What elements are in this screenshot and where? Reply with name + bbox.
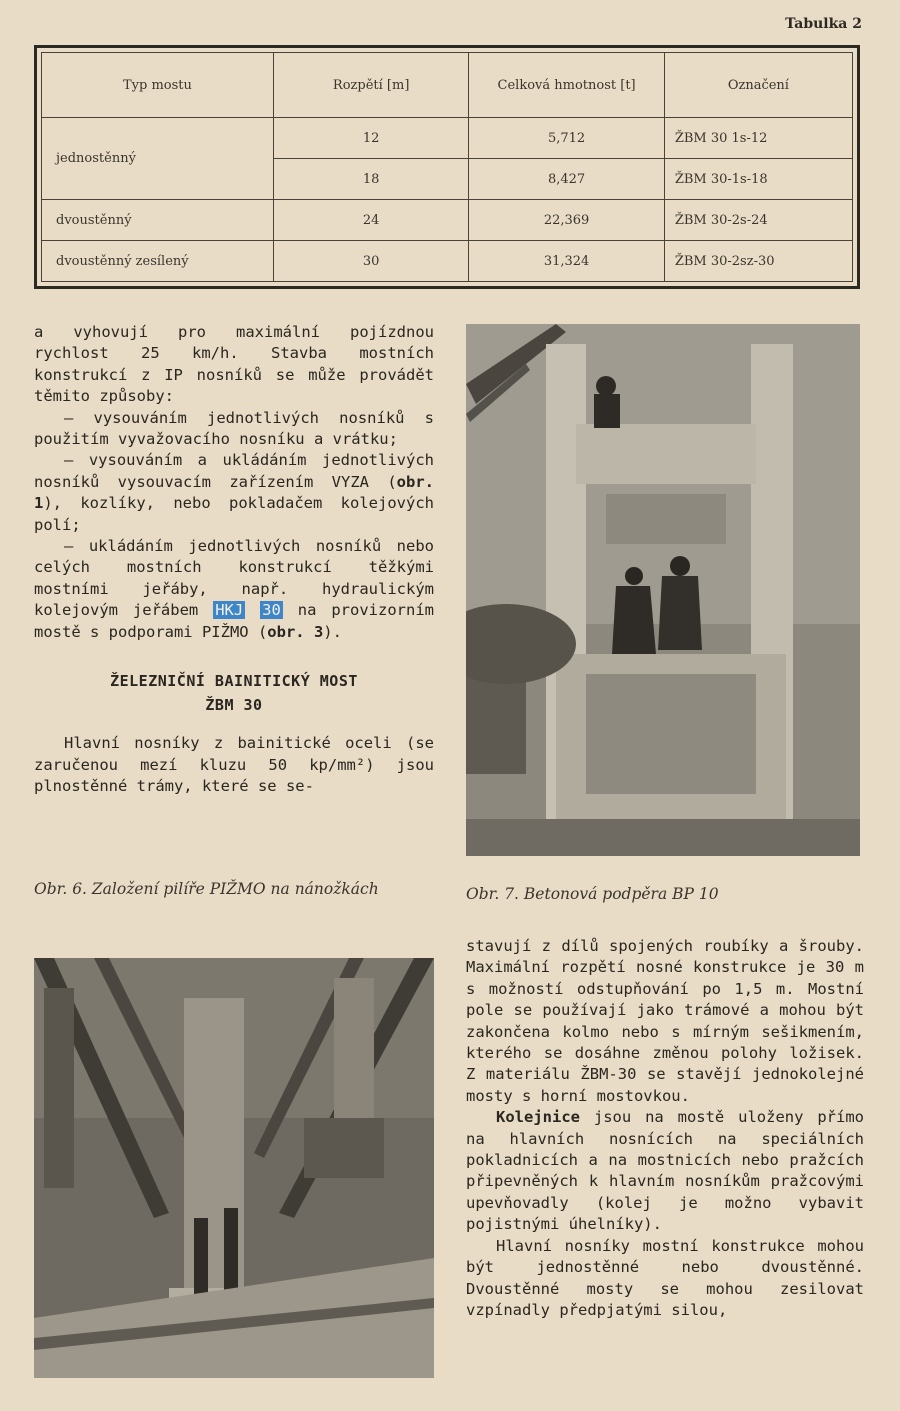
text-span: na provizorním mostě s podporami PIŽMO ( bbox=[34, 601, 434, 641]
photo-image bbox=[466, 324, 860, 856]
table-row bbox=[42, 241, 853, 282]
paragraph bbox=[34, 450, 434, 536]
right-text-column bbox=[466, 936, 864, 1321]
cell-span: 30 bbox=[273, 241, 468, 282]
cell-weight: 5,712 bbox=[469, 118, 664, 159]
text-span: jsou na mostě uloženy přímo na hlavních nosnících na speciálních pokladnicích a na mostnicích nebo pražcích připevněných k hlavním nosníkům pražcovými upevňovadly (kolej je možno vybavit pojistnými úhelníky). bbox=[466, 1108, 864, 1234]
header-weight: Celková hmotnost [t] bbox=[469, 53, 664, 118]
spec-table bbox=[41, 52, 853, 282]
caption-fig6: Obr. 6. Založení pilíře PIŽMO na nánožkách bbox=[34, 880, 379, 898]
photo-image bbox=[34, 958, 434, 1378]
paragraph: a vyhovují pro maximální pojízdnou rychlost 25 km/h. Stavba mostních konstrukcí z IP nosníků se může provádět těmito způsoby: bbox=[34, 323, 434, 406]
header-code: Označení bbox=[664, 53, 852, 118]
text-span: ). bbox=[323, 622, 342, 641]
cell-weight: 31,324 bbox=[469, 241, 664, 282]
cell-type: jednostěnný bbox=[42, 118, 274, 200]
cell-code: ŽBM 30-2s-24 bbox=[664, 200, 852, 241]
text-span: ), kozlíky, nebo pokladačem kolejových polí; bbox=[34, 494, 434, 534]
cell-weight: 8,427 bbox=[469, 159, 664, 200]
table-label: Tabulka 2 bbox=[785, 16, 862, 32]
header-span: Rozpětí [m] bbox=[273, 53, 468, 118]
highlighted-term: HKJ bbox=[215, 601, 244, 620]
cell-type: dvoustěnný zesílený bbox=[42, 241, 274, 282]
text-span: — ukládáním jednotlivých nosníků nebo celých mostních konstrukcí těžkými mostními jeřáby, např. hydraulickým kolejovým jeřábem bbox=[34, 537, 434, 620]
paragraph: stavují z dílů spojených roubíky a šrouby. Maximální rozpětí nosné konstrukce je 30 m s možností odstupňování po 1,5 m. Mostní pole se používají jako trámové a mohou být zakončena kolmo nebo s mírným sešikmením, kterého se dosáhne změnou polohy ložisek. Z materiálu ŽBM-30 se stavějí jednokolejné mosty s horní mostovkou. bbox=[466, 937, 864, 1105]
table-row bbox=[42, 200, 853, 241]
cell-code: ŽBM 30-2sz-30 bbox=[664, 241, 852, 282]
caption-fig7: Obr. 7. Betonová podpěra BP 10 bbox=[466, 885, 719, 903]
cell-code: ŽBM 30-1s-18 bbox=[664, 159, 852, 200]
paragraph bbox=[34, 536, 434, 643]
photo-pier-foundation bbox=[34, 958, 434, 1378]
cell-weight: 22,369 bbox=[469, 200, 664, 241]
spec-table-frame bbox=[34, 45, 860, 289]
heading-line: ŽBM 30 bbox=[205, 696, 263, 715]
figure-reference: obr. 1 bbox=[34, 472, 434, 513]
cell-type: dvoustěnný bbox=[42, 200, 274, 241]
figure-reference: obr. 3 bbox=[267, 622, 324, 641]
heading-line: ŽELEZNIČNÍ BAINITICKÝ MOST bbox=[110, 672, 358, 691]
text-span: — vysouváním a ukládáním jednotlivých nosníků vysouvacím zařízením VYZA ( bbox=[34, 451, 434, 491]
paragraph: Hlavní nosníky z bainitické oceli (se zaručenou mezí kluzu 50 kp/mm²) jsou plnostěnné trámy, které se se- bbox=[34, 734, 434, 795]
table-row bbox=[42, 118, 853, 159]
cell-span: 12 bbox=[273, 118, 468, 159]
table-header-row bbox=[42, 53, 853, 118]
cell-span: 18 bbox=[273, 159, 468, 200]
highlighted-term: 30 bbox=[262, 601, 281, 620]
paragraph: Hlavní nosníky mostní konstrukce mohou být jednostěnné nebo dvoustěnné. Dvoustěnné mosty se mohou zesilovat vzpínadly předpjatými silou, bbox=[466, 1236, 864, 1319]
paragraph bbox=[466, 1107, 864, 1235]
paragraph: — vysouváním jednotlivých nosníků s použitím vyvažovacího nosníku a vrátku; bbox=[34, 408, 434, 449]
cell-code: ŽBM 30 1s-12 bbox=[664, 118, 852, 159]
photo-concrete-support bbox=[466, 324, 860, 856]
bold-term: Kolejnice bbox=[496, 1108, 580, 1127]
cell-span: 24 bbox=[273, 200, 468, 241]
left-text-column bbox=[34, 322, 434, 797]
section-heading bbox=[34, 669, 434, 717]
header-type: Typ mostu bbox=[42, 53, 274, 118]
